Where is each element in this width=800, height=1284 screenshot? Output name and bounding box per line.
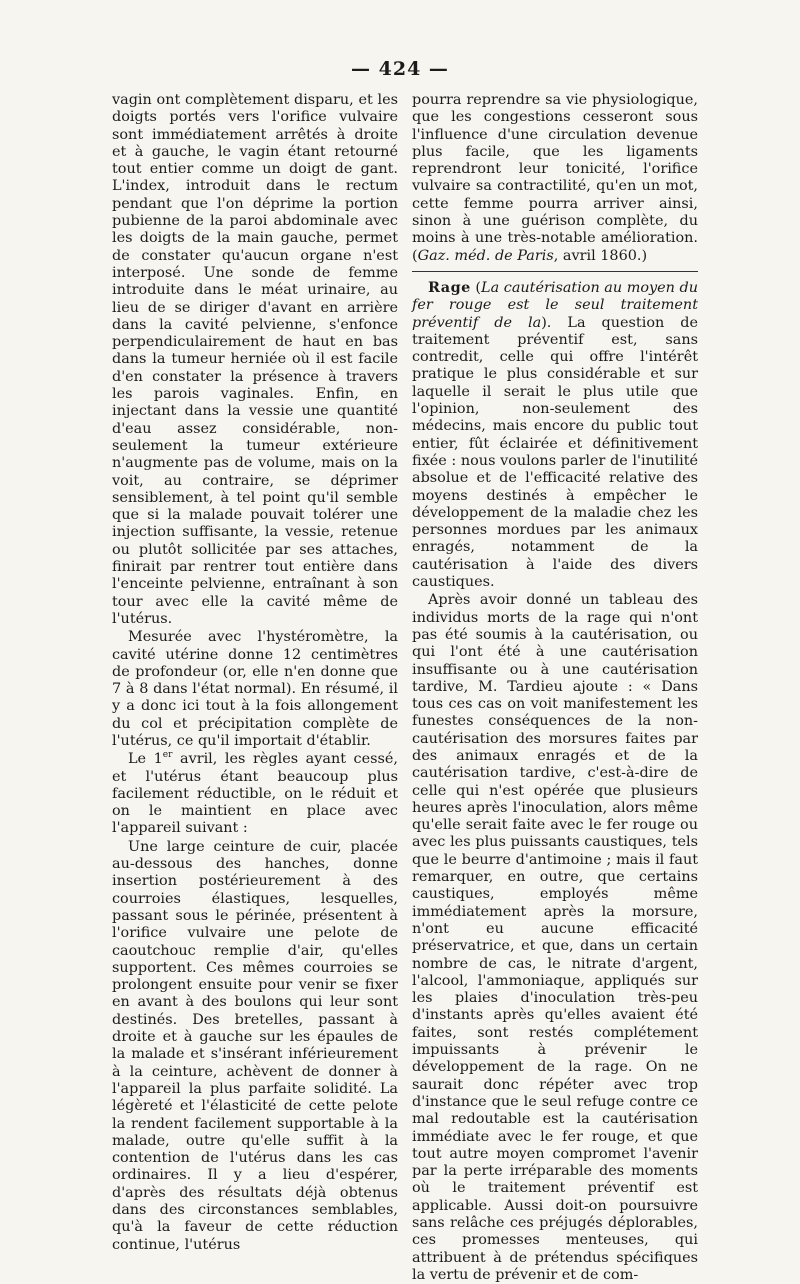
paragraph-text: Le 1 xyxy=(128,751,163,768)
section-subtitle: La cautérisation au moyen du fer rouge est le seul traitement préventif de la xyxy=(412,279,699,331)
paragraph: vagin ont complètement disparu, et les doigts portés vers l'orifice vulvaire sont immédiatement arrêtés à droite et à gauche, le vagin étant retourné tout entier comme un doigt de gant. L'index, introduit dans le rectum pendant que l'on déprime la portion pubienne de la paroi abdominale avec les doigts de la main gauche, permet de constater qu'aucun organe n'est interposé. Une sonde de femme introduite dans le méat urinaire, au lieu de se diriger d'avant en arrière dans la cavité pelvienne, s'enfonce perpendiculairement de haut en bas dans la tumeur herniée où il est facile d'en constater la présence à travers les parois vaginales. Enfin, en injectant dans la vessie une quantité d'eau assez considérable, non-seulement la tumeur extérieure n'augmente pas de volume, mais on la voit, au contraire, se déprimer sensiblement, à tel point qu'il semble que si la malade pouvait tolérer une injection suffisante, la vessie, retenue ou plutôt sollicitée par ses attaches, finirait par rentrer tout entière dans l'enceinte pelvienne, entraînant à son tour avec elle la cavité même de l'utérus. xyxy=(112,92,398,627)
paragraph-text: avril, les règles ayant cessé, et l'utérus étant beaucoup plus facilement réductible, on le réduit et on le maintient en place avec l'appareil suivant : xyxy=(112,751,398,837)
section-divider xyxy=(412,271,698,272)
section-heading: Rage xyxy=(428,278,471,296)
paragraph xyxy=(112,751,398,837)
paragraph xyxy=(412,279,698,591)
page-number: — 424 — xyxy=(351,58,449,80)
paragraph: Après avoir donné un tableau des individus morts de la rage qui n'ont pas été soumis à la cautérisation, ou qui l'ont été à une cautérisation insuffisante ou à une cautérisation tardive, M. Tardieu ajoute : « Dans tous ces cas on voit manifestement les funestes conséquences de la non-cautérisation des morsures faites par des animaux enragés et de la cautérisation tardive, c'est-à-dire de celle qui n'est opérée que plusieurs heures après l'inoculation, alors même qu'elle serait faite avec le fer rouge ou avec les plus puissants caustiques, tels que le beurre d'antimoine ; mais il faut remarquer, en outre, que certains caustiques, employés même immédiatement après la morsure, n'ont eu aucune efficacité préservatrice, et que, dans un certain nombre de cas, le nitrate d'argent, l'alcool, l'ammoniaque, appliqués sur les plaies d'inoculation très-peu d'instants après qu'elles avaient été faites, sont restés complétement impuissants à prévenir le développement de la rage. On ne saurait donc répéter avec trop d'instance que le seul refuge contre ce mal redoutable est la cautérisation immédiate avec le fer rouge, et que tout autre moyen compromet l'avenir par la perte irréparable des moments où le traitement préventif est applicable. Aussi doit-on poursuivre sans relâche ces préjugés déplorables, ces promesses menteuses, qui attribuent à de prétendus spécifiques la vertu de prévenir et de com- xyxy=(412,592,698,1283)
paragraph: Une large ceinture de cuir, placée au-dessous des hanches, donne insertion postérieurement à des courroies élastiques, lesquelles, passant sous le périnée, présentent à l'orifice vulvaire une pelote de caoutchouc remplie d'air, qu'elles supportent. Ces mêmes courroies se prolongent ensuite pour venir se fixer en avant à des boulons qui leur sont destinés. Des bretelles, passant à droite et à gauche sur les épaules de la malade et s'insérant inférieurement à la ceinture, achèvent de donner à l'appareil la plus parfaite solidité. La légèreté et l'élasticité de cette pelote la rendent facilement supportable à la malade, outre qu'elle suffit à la contention de l'utérus dans les cas ordinaires. Il y a lieu d'espérer, d'après des résultats déjà obtenus dans des circonstances semblables, qu'à la faveur de cette réduction continue, l'utérus xyxy=(112,838,398,1253)
citation: Gaz. méd. de Paris xyxy=(417,247,554,264)
paragraph: Mesurée avec l'hystéromètre, la cavité utérine donne 12 centimètres de profondeur (or, elle n'en donne que 7 à 8 dans l'état normal). En résumé, il y a donc ici tout à la fois allongement du col et précipitation complète de l'utérus, ce qu'il importait d'établir. xyxy=(112,629,398,749)
right-column xyxy=(412,92,698,1284)
paragraph-text: pourra reprendre sa vie physiologique, que les congestions cesseront sous l'influence d'une circulation devenue plus facile, que les ligaments reprendront leur tonicité, l'orifice vulvaire sa contractilité, qu'en un mot, cette femme pourra arriver ainsi, sinon à une guérison complète, du moins à une très-notable amélioration. ( xyxy=(412,92,698,264)
paragraph xyxy=(412,92,698,265)
paragraph-text: ( xyxy=(470,279,482,296)
left-column xyxy=(112,92,398,1254)
superscript: er xyxy=(162,750,173,761)
paragraph-text: , avril 1860.) xyxy=(553,247,648,264)
paragraph-text: ). La question de traitement préventif est, sans contredit, celle qui offre l'intérêt pratique le plus considérable et sur laquelle il serait le plus utile que l'opinion, non-seulement des médecins, mais encore du public tout entier, fût éclairée et définitivement fixée : nous voulons parler de l'inutilité absolue et de l'efficacité relative des moyens destinés à empêcher le développement de la maladie chez les personnes mordues par les animaux enragés, notamment de la cautérisation à l'aide des divers caustiques. xyxy=(412,314,698,591)
